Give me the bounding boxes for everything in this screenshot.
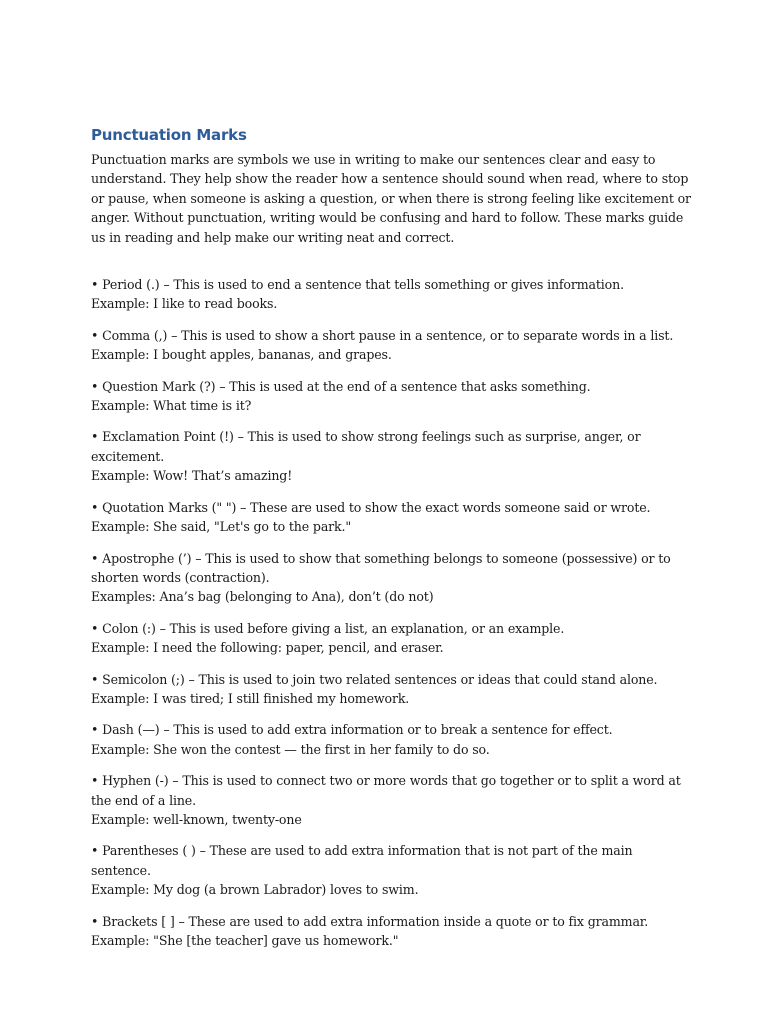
item-example: Example: I like to read books. (91, 296, 278, 312)
item-example: Example: She won the contest — the first in her family to do so. (91, 741, 490, 757)
item-example: Example: I bought apples, bananas, and grapes. (91, 347, 392, 363)
item-example: Examples: Ana’s bag (belonging to Ana), don’t (do not) (91, 589, 434, 605)
list-item-quotation-marks (91, 498, 691, 537)
list-item-brackets (91, 912, 691, 951)
item-definition: • Colon (:) – This is used before giving a list, an explanation, or an example. (91, 620, 565, 636)
list-item-hyphen (91, 771, 691, 829)
item-definition: • Comma (,) – This is used to show a short pause in a sentence, or to separate words in a list. (91, 327, 674, 343)
item-definition: • Dash (—) – This is used to add extra information or to break a sentence for effect. (91, 722, 613, 738)
item-definition: • Apostrophe (’) – This is used to show that something belongs to someone (possessive) or to shorten words (contraction). (91, 550, 671, 585)
list-item-period (91, 275, 691, 314)
page-title: Punctuation Marks (91, 126, 247, 144)
item-example: Example: I need the following: paper, pencil, and eraser. (91, 640, 444, 656)
list-item-semicolon (91, 670, 691, 709)
item-definition: • Brackets [ ] – These are used to add extra information inside a quote or to fix grammar. (91, 913, 649, 929)
item-definition: • Exclamation Point (!) – This is used to show strong feelings such as surprise, anger, or excitement. (91, 429, 641, 464)
list-item-exclamation-point (91, 427, 691, 485)
list-item-comma (91, 326, 691, 365)
item-example: Example: well-known, twenty-one (91, 811, 302, 827)
item-definition: • Hyphen (-) – This is used to connect two or more words that go together or to split a word at the end of a line. (91, 773, 681, 808)
list-item-question-mark (91, 377, 691, 416)
item-definition: • Period (.) – This is used to end a sentence that tells something or gives information. (91, 277, 624, 293)
item-definition: • Quotation Marks (" ") – These are used to show the exact words someone said or wrote. (91, 499, 651, 515)
list-item-apostrophe (91, 549, 691, 607)
item-definition: • Semicolon (;) – This is used to join two related sentences or ideas that could stand alone. (91, 671, 658, 687)
item-definition: • Parentheses ( ) – These are used to add extra information that is not part of the main sentence. (91, 843, 633, 878)
item-example: Example: Wow! That’s amazing! (91, 468, 293, 484)
item-example: Example: What time is it? (91, 398, 252, 414)
item-example: Example: My dog (a brown Labrador) loves to swim. (91, 882, 419, 898)
intro-paragraph: Punctuation marks are symbols we use in writing to make our sentences clear and easy to understand. They help show the reader how a sentence should sound when read, where to stop or pause, when someone is asking a question, or when there is strong feeling like excitement or anger. Without punctuation, writing would be confusing and hard to follow. These marks guide us in reading and help make our writing neat and correct. (91, 152, 691, 245)
list-item-dash (91, 720, 691, 759)
item-example: Example: I was tired; I still finished my homework. (91, 690, 410, 706)
item-example: Example: "She [the teacher] gave us homework." (91, 933, 399, 948)
list-item-parentheses (91, 841, 691, 899)
item-example: Example: She said, "Let's go to the park." (91, 519, 352, 535)
list-item-colon (91, 619, 691, 658)
document-body (91, 124, 691, 962)
item-definition: • Question Mark (?) – This is used at the end of a sentence that asks something. (91, 378, 591, 394)
